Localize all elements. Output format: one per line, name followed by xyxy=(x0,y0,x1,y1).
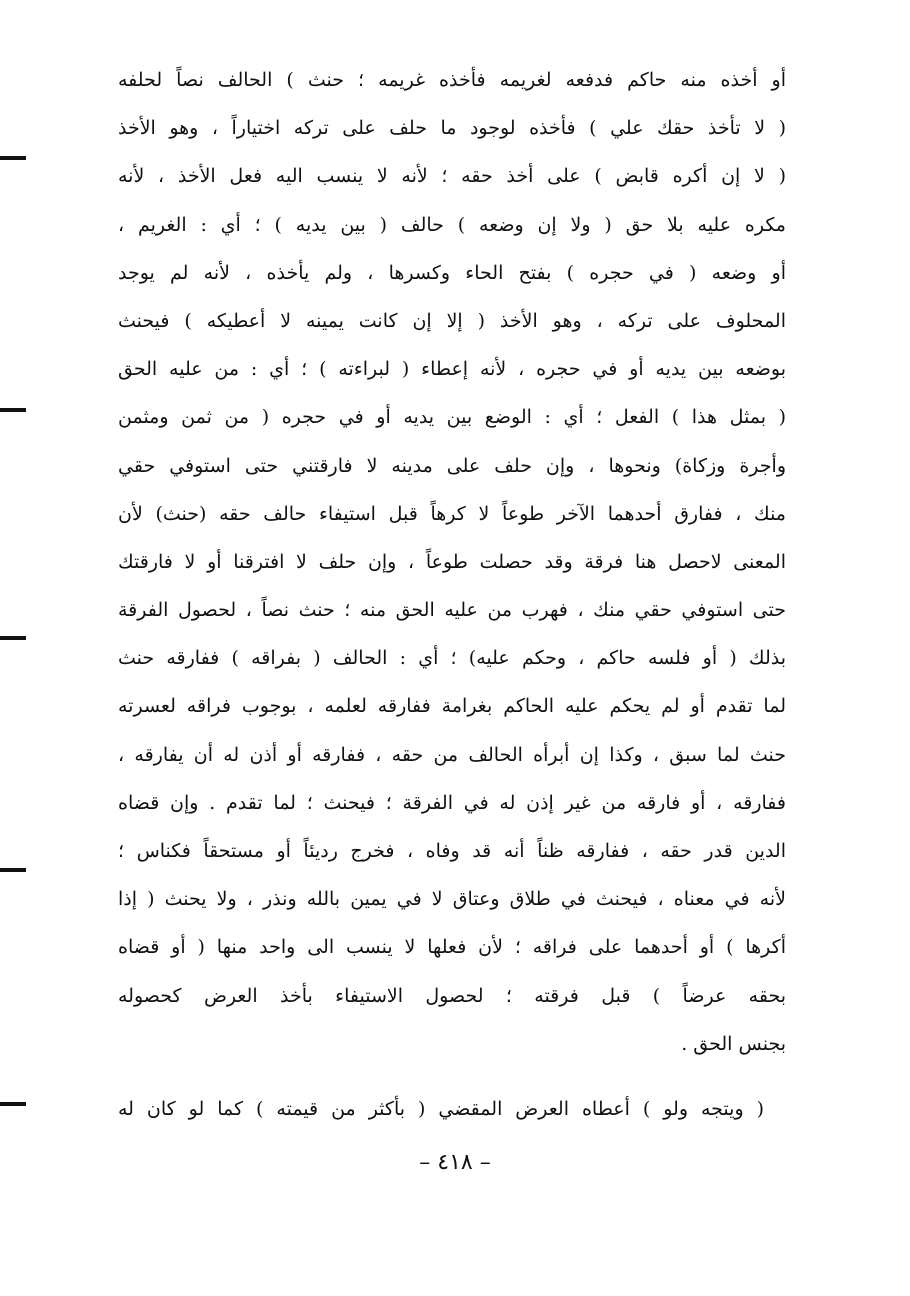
text-line: ( بمثل هذا ) الفعل ؛ أي : الوضع بين يديه أو في حجره ( من ثمن ومثمن xyxy=(118,406,786,429)
text-line: ( لا تأخذ حقك علي ) فأخذه لوجود ما حلف على تركه اختياراً ، وهو الأخذ xyxy=(118,117,786,140)
text-line: حنث لما سبق ، وكذا إن أبرأه الحالف من حقه ، ففارقه أو أذن له أن يفارقه ، xyxy=(118,743,786,766)
text-line: بحقه عرضاً ) قبل فرقته ؛ لحصول الاستيفاء بأخذ العرض كحصوله xyxy=(118,984,786,1007)
text-line: منك ، ففارق أحدهما الآخر طوعاً لا كرهاً قبل استيفاء حالف حقه (حنث) لأن xyxy=(118,502,786,525)
text-line: ( لا إن أكره قابض ) على أخذ حقه ؛ لأنه لا ينسب اليه فعل الأخذ ، لأنه xyxy=(118,165,786,188)
text-line: بجنس الحق . xyxy=(681,1032,786,1055)
margin-mark xyxy=(0,1102,26,1106)
text-line: وأجرة وزكاة) ونحوها ، وإن حلف على مدينه لا فارقتني حتى استوفي حقي xyxy=(118,454,786,477)
text-line: حتى استوفي حقي منك ، فهرب من عليه الحق منه ؛ حنث نصاً ، لحصول الفرقة xyxy=(118,599,786,622)
page-number: – ٤١٨ – xyxy=(419,1150,491,1175)
main-paragraph xyxy=(118,56,786,1068)
text-line: ففارقه ، أو فارقه من غير إذن له في الفرقة ؛ فيحنث ؛ لما تقدم . وإن قضاه xyxy=(118,791,786,814)
text-line: المحلوف على تركه ، وهو الأخذ ( إلا إن كانت يمينه لا أعطيكه ) فيحنث xyxy=(118,309,786,332)
text-line: لما تقدم أو لم يحكم عليه الحاكم بغرامة ففارقه لعلمه ، بوجوب فراقه لعسرته xyxy=(118,695,786,718)
text-line: مكره عليه بلا حق ( ولا إن وضعه ) حالف ( بين يديه ) ؛ أي : الغريم ، xyxy=(118,213,786,236)
text-line: أو وضعه ( في حجره ) بفتح الحاء وكسرها ، ولم يأخذه ، لأنه لم يوجد xyxy=(118,261,786,284)
margin-mark xyxy=(0,408,26,412)
text-line: بوضعه بين يديه أو في حجره ، لأنه إعطاء ( لبراءته ) ؛ أي : من عليه الحق xyxy=(118,358,786,381)
text-line: لأنه في معناه ، فيحنث في طلاق وعتاق لا في يمين بالله ونذر ، ولا يحنث ( إذا xyxy=(118,888,786,911)
second-paragraph xyxy=(118,1085,786,1133)
margin-mark xyxy=(0,156,26,160)
text-line: أو أخذه منه حاكم فدفعه لغريمه فأخذه غريمه ؛ حنث ) الحالف نصاً لحلفه xyxy=(118,69,786,91)
text-line: الدين قدر حقه ، ففارقه ظناً أنه قد وفاه ، فخرج رديئاً أو مستحقاً فكناس ؛ xyxy=(118,840,786,862)
text-line: بذلك ( أو فلسه حاكم ، وحكم عليه) ؛ أي : الحالف ( بفراقه ) ففارقه حنث xyxy=(118,647,786,670)
text-line: أكرها ) أو أحدهما على فراقه ؛ لأن فعلها لا ينسب الى واحد منها ( أو قضاه xyxy=(118,936,786,959)
margin-mark xyxy=(0,636,26,640)
margin-mark xyxy=(0,868,26,872)
text-line: المعنى لاحصل هنا فرقة وقد حصلت طوعاً ، وإن حلف لا افترقنا أو لا فارقتك xyxy=(118,550,786,573)
text-line: ( ويتجه ولو ) أعطاه العرض المقضي ( بأكثر من قيمته ) كما لو كان له xyxy=(118,1098,764,1120)
